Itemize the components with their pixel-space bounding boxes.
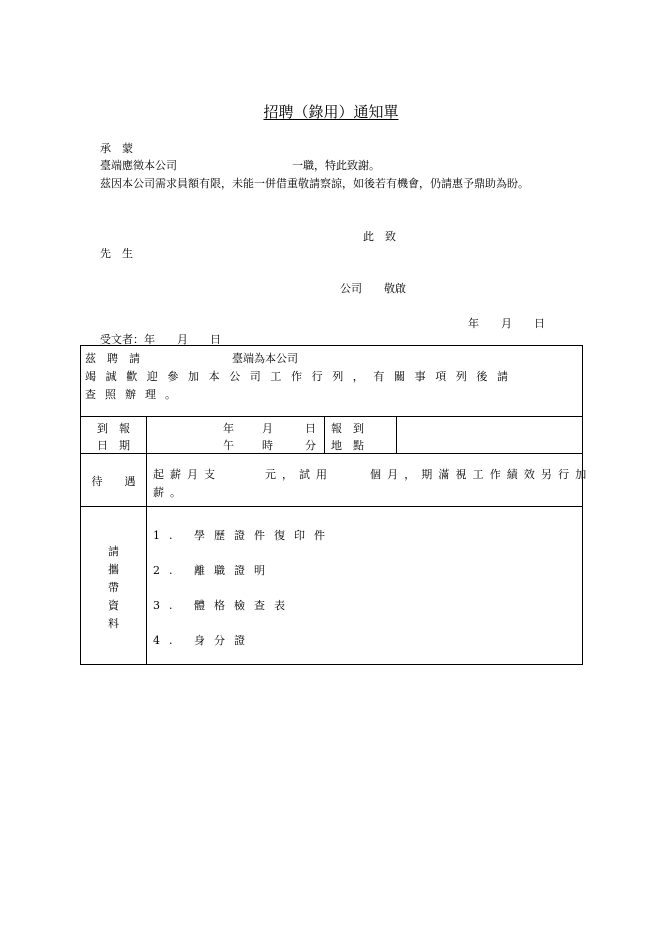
bring-label-char: 攜 — [108, 563, 119, 576]
time-minute-label: 分 — [305, 439, 316, 452]
date-day-label: 日 — [305, 422, 316, 435]
treatment-probation-text: 元，試用 — [265, 468, 333, 481]
document-title: 招聘（錄用）通知單 — [263, 103, 399, 121]
letter-date: 年 月 日 — [468, 317, 545, 330]
notice-company-text: 臺端為本公司 — [232, 352, 298, 365]
report-date-label-bottom: 日 期 — [97, 439, 130, 452]
notice-instruction-text: 查照辦理。 — [85, 388, 185, 401]
bring-item-resignation: 2. 離職證明 — [153, 564, 274, 577]
offer-form-table — [80, 345, 593, 665]
treatment-salary-text: 起薪月支 — [153, 468, 221, 481]
time-hour-label: 時 — [262, 439, 273, 452]
notice-hire-text: 茲 聘 請 — [85, 352, 140, 365]
bring-label-char: 料 — [108, 617, 119, 630]
letter-thanks-text: 一職，特此致謝。 — [292, 159, 380, 172]
letter-signature: 公司 敬啟 — [340, 282, 406, 295]
bring-item-id-card: 4. 身分證 — [153, 634, 254, 647]
report-place-label-bottom: 地 點 — [331, 439, 364, 452]
report-place-label-top: 報 到 — [331, 422, 364, 435]
letter-body-text: 茲因本公司需求員額有限，未能一併借重敬請察諒，如後若有機會，仍請惠予鼎助為盼。 — [100, 177, 529, 190]
report-row — [81, 417, 583, 454]
report-place-value — [397, 417, 583, 454]
bring-label-char: 請 — [108, 545, 119, 558]
bring-item-education: 1. 學歷證件復印件 — [153, 529, 334, 542]
treatment-label: 待 遇 — [91, 475, 136, 488]
letter-applied-text: 臺端應徵本公司 — [100, 159, 177, 172]
notice-row — [81, 346, 583, 417]
date-month-label: 月 — [262, 422, 273, 435]
bring-label-char: 帶 — [108, 581, 119, 594]
letter-greeting: 承 蒙 — [100, 142, 133, 155]
treatment-review-text: 個月，期滿視工作績效另行加 — [370, 468, 593, 481]
treatment-raise-text: 薪。 — [153, 486, 187, 499]
treatment-row — [81, 454, 583, 507]
time-ampm-label: 午 — [223, 439, 234, 452]
bring-item-health-check: 3. 體格檢查表 — [153, 599, 294, 612]
letter-recipient: 先 生 — [100, 247, 133, 260]
bring-items-row — [81, 507, 583, 665]
bring-label-char: 資 — [108, 599, 119, 612]
notice-welcome-text: 竭誠歡迎參加本公司工作行列，有關事項列後請 — [85, 370, 518, 383]
letter-closing: 此 致 — [363, 230, 396, 243]
receipt-line: 受文者：年 月 日 — [100, 333, 221, 346]
date-year-label: 年 — [223, 422, 234, 435]
report-date-label-top: 到 報 — [97, 422, 130, 435]
